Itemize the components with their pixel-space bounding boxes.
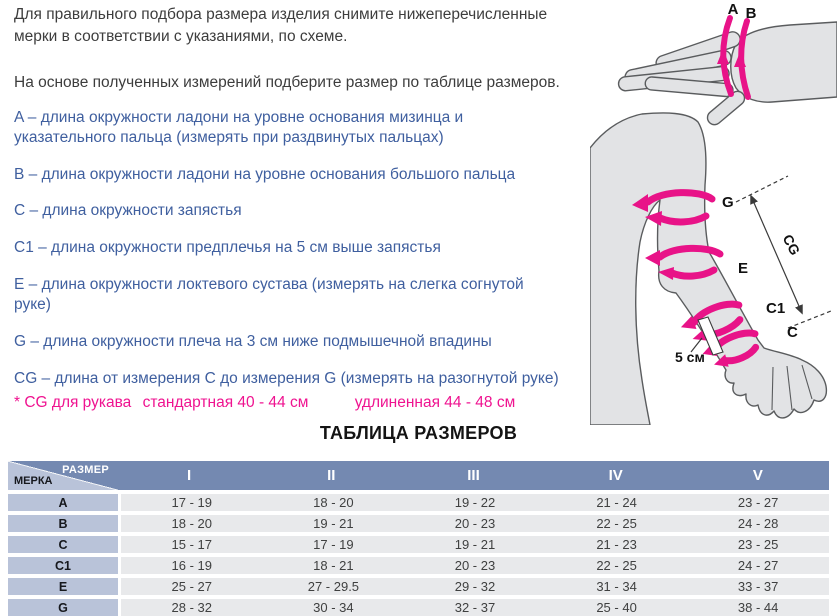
table-cell: 29 - 32 xyxy=(454,579,496,594)
measurement-item-c1: C1 – длина окружности предплечья на 5 см выше запястья xyxy=(14,239,441,257)
table-row xyxy=(8,557,829,574)
sleeve-length-note xyxy=(14,394,515,412)
table-cell: 18 - 21 xyxy=(313,558,354,573)
size-columns xyxy=(118,461,829,490)
table-cell: 21 - 23 xyxy=(596,537,637,552)
table-cell: 24 - 27 xyxy=(737,558,779,573)
row-cells xyxy=(121,494,829,511)
size-table-title: ТАБЛИЦА РАЗМЕРОВ xyxy=(319,423,518,443)
table-cell: 17 - 19 xyxy=(313,537,354,552)
column-header: II xyxy=(327,467,336,484)
table-cell: 30 - 34 xyxy=(313,600,354,615)
table-cell: 19 - 21 xyxy=(313,516,354,531)
table-row xyxy=(8,599,829,616)
table-cell: 19 - 22 xyxy=(454,495,496,510)
table-cell: 15 - 17 xyxy=(171,537,213,552)
intro-paragraph-1: Для правильного подбора размера изделия снимите нижеперечисленные мерки в соответствии с указаниями, по схеме. xyxy=(14,6,548,45)
note-standard: стандартная 40 - 44 см xyxy=(142,394,309,411)
table-cell: 20 - 23 xyxy=(454,516,496,531)
hand-diagram xyxy=(618,1,837,128)
row-label: C xyxy=(8,536,118,553)
table-cell: 18 - 20 xyxy=(171,516,213,531)
table-cell: 18 - 20 xyxy=(313,495,354,510)
table-row xyxy=(8,536,829,553)
table-row xyxy=(8,494,829,511)
row-cells xyxy=(121,578,829,595)
table-cell: 20 - 23 xyxy=(454,558,496,573)
corner-size-label: РАЗМЕР xyxy=(62,464,109,476)
dashed-reference-top xyxy=(736,176,788,202)
column-header: V xyxy=(752,467,763,484)
table-cell: 33 - 37 xyxy=(737,579,779,594)
intro-paragraph-2: На основе полученных измерений подберите размер по таблице размеров. xyxy=(14,74,560,91)
table-cell: 22 - 25 xyxy=(596,516,637,531)
row-label: G xyxy=(8,599,118,616)
row-label: C1 xyxy=(8,557,118,574)
intro-text xyxy=(14,4,572,94)
row-label: B xyxy=(8,515,118,532)
label-cg: CG xyxy=(779,231,804,258)
column-header: III xyxy=(467,467,480,484)
corner-measure-label: МЕРКА xyxy=(14,475,53,487)
table-row xyxy=(8,578,829,595)
table-cell: 22 - 25 xyxy=(596,558,637,573)
table-cell: 23 - 27 xyxy=(737,495,779,510)
note-extended: удлиненная 44 - 48 см xyxy=(354,394,516,411)
table-cell: 32 - 37 xyxy=(454,600,496,615)
measurement-item-g: G – длина окружности плеча на 3 см ниже подмышечной впадины xyxy=(14,332,492,350)
measurement-item-cg: CG – длина от измерения C до измерения G (измерять на разогнутой руке) xyxy=(14,369,559,387)
measurement-item-e: E – длина окружности локтевого сустава (измерять на слегка согнутой руке) xyxy=(14,276,524,313)
label-five-cm: 5 см xyxy=(675,349,705,365)
table-cell: 25 - 40 xyxy=(596,600,637,615)
label-g: G xyxy=(722,194,734,211)
arm-silhouette xyxy=(590,113,826,425)
size-table-header xyxy=(8,461,829,490)
label-a: A xyxy=(727,1,739,18)
table-cell: 25 - 27 xyxy=(171,579,213,594)
row-cells xyxy=(121,536,829,553)
measurement-diagram xyxy=(590,0,837,425)
table-row xyxy=(8,515,829,532)
row-label: A xyxy=(8,494,118,511)
measurement-item-b: B – длина окружности ладони на уровне основания большого пальца xyxy=(14,165,516,183)
label-e: E xyxy=(738,260,749,277)
table-cell: 38 - 44 xyxy=(737,600,779,615)
label-c: C xyxy=(787,324,798,341)
measurement-item-c: C – длина окружности запястья xyxy=(14,202,242,220)
table-cell: 28 - 32 xyxy=(171,600,213,615)
table-cell: 19 - 21 xyxy=(454,537,496,552)
corner-header-cell xyxy=(8,461,118,490)
table-cell: 27 - 29.5 xyxy=(307,579,360,594)
column-header: IV xyxy=(608,467,623,484)
column-header: I xyxy=(187,467,192,484)
arm-diagram xyxy=(590,113,831,425)
label-b: B xyxy=(745,5,757,22)
table-cell: 21 - 24 xyxy=(596,495,637,510)
label-c1: C1 xyxy=(766,300,786,317)
table-cell: 31 - 34 xyxy=(596,579,637,594)
table-cell: 24 - 28 xyxy=(737,516,779,531)
table-cell: 17 - 19 xyxy=(171,495,213,510)
row-cells xyxy=(121,599,829,616)
note-prefix: * CG для рукава xyxy=(14,394,132,411)
table-cell: 23 - 25 xyxy=(737,537,779,552)
row-label: E xyxy=(8,578,118,595)
row-cells xyxy=(121,557,829,574)
measurement-item-a: A – длина окружности ладони на уровне основания мизинца и указательного пальца (измерять при раздвинутых пальцах) xyxy=(14,109,464,146)
measurement-definitions xyxy=(14,108,562,405)
row-cells xyxy=(121,515,829,532)
size-table xyxy=(8,461,829,616)
table-cell: 16 - 19 xyxy=(171,558,213,573)
